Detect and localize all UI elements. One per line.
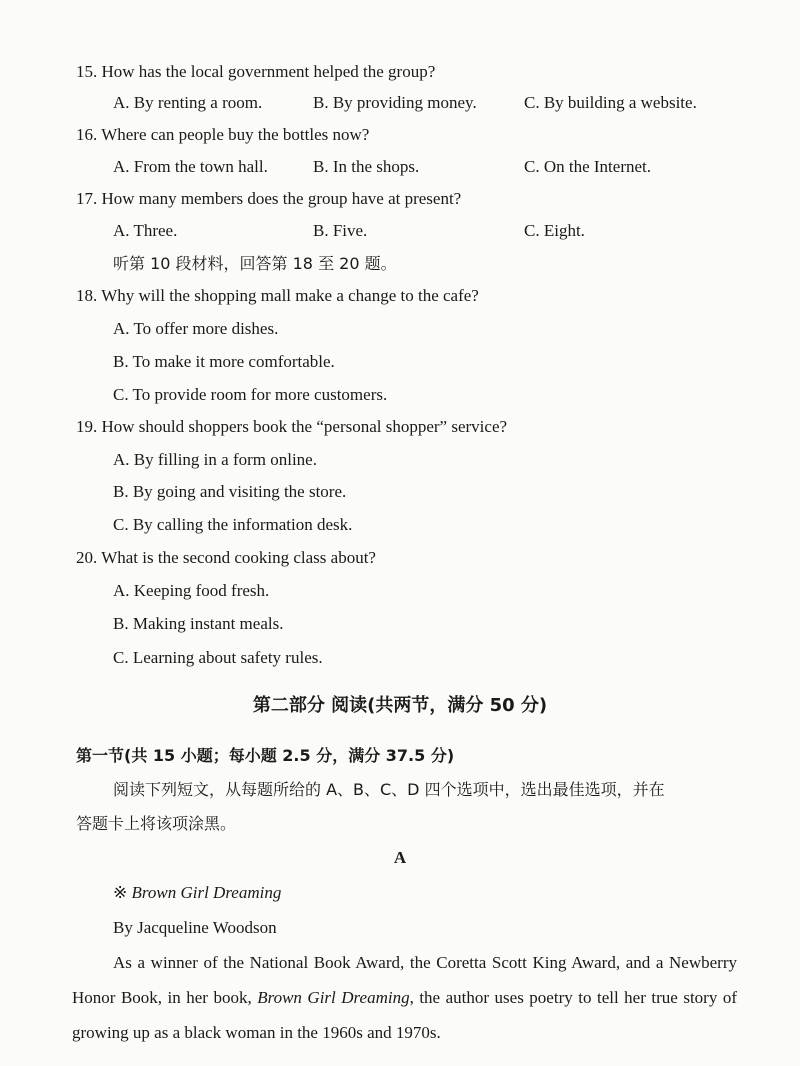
option-19b[interactable]: B. By going and visiting the store. bbox=[113, 482, 347, 501]
section1-instruction-line2: 答题卡上将该项涂黑。 bbox=[76, 814, 237, 833]
paragraph-book-title: Brown Girl Dreaming bbox=[257, 988, 410, 1007]
question-20 bbox=[76, 548, 376, 568]
paragraph-text-1: As a winner of the National Book Award, the Coretta Scott King Award, and a Newberry Honor Book, in her book, bbox=[72, 953, 737, 1007]
option-16b[interactable]: B. In the shops. bbox=[313, 157, 420, 176]
book-title-line bbox=[113, 883, 281, 903]
paragraph-text-2: , the author uses poetry to tell her true story of growing up as a black woman in the 1960s and 1970s. bbox=[72, 988, 737, 1042]
book-title: Brown Girl Dreaming bbox=[131, 883, 282, 902]
option-19c[interactable]: C. By calling the information desk. bbox=[113, 515, 353, 534]
passage-paragraph bbox=[72, 945, 737, 1050]
option-18a[interactable]: A. To offer more dishes. bbox=[113, 319, 279, 338]
option-17c[interactable]: C. Eight. bbox=[524, 221, 585, 240]
book-marker-icon: ※ bbox=[113, 883, 128, 902]
question-18 bbox=[76, 286, 479, 306]
option-17b[interactable]: B. Five. bbox=[313, 221, 368, 240]
option-20c[interactable]: C. Learning about safety rules. bbox=[113, 648, 323, 667]
question-number: 18. bbox=[76, 286, 98, 305]
question-number: 20. bbox=[76, 548, 98, 567]
question-text: How has the local government helped the group? bbox=[101, 62, 436, 81]
section1-title: 第一节(共 15 小题；每小题 2.5 分，满分 37.5 分) bbox=[76, 746, 455, 765]
option-20b[interactable]: B. Making instant meals. bbox=[113, 614, 284, 633]
question-15 bbox=[76, 62, 435, 82]
question-19 bbox=[76, 417, 507, 437]
option-17a[interactable]: A. Three. bbox=[113, 221, 178, 240]
question-text: Where can people buy the bottles now? bbox=[101, 125, 370, 144]
option-18c[interactable]: C. To provide room for more customers. bbox=[113, 385, 388, 404]
option-16a[interactable]: A. From the town hall. bbox=[113, 157, 268, 176]
option-15b[interactable]: B. By providing money. bbox=[313, 93, 477, 112]
section1-instruction-line1: 阅读下列短文，从每题所给的 A、B、C、D 四个选项中，选出最佳选项，并在 bbox=[113, 780, 665, 799]
part2-title: 第二部分 阅读(共两节，满分 50 分) bbox=[252, 695, 548, 716]
option-16c[interactable]: C. On the Internet. bbox=[524, 157, 651, 176]
question-number: 19. bbox=[76, 417, 98, 436]
question-number: 17. bbox=[76, 189, 98, 208]
option-19a[interactable]: A. By filling in a form online. bbox=[113, 450, 317, 469]
question-number: 15. bbox=[76, 62, 98, 81]
question-text: How should shoppers book the “personal shopper” service? bbox=[101, 417, 508, 436]
question-text: How many members does the group have at present? bbox=[101, 189, 462, 208]
passage-letter: A bbox=[393, 848, 407, 867]
question-text: What is the second cooking class about? bbox=[101, 548, 376, 567]
question-text: Why will the shopping mall make a change to the cafe? bbox=[101, 286, 479, 305]
question-number: 16. bbox=[76, 125, 98, 144]
listening-instruction: 听第 10 段材料，回答第 18 至 20 题。 bbox=[113, 254, 397, 273]
option-18b[interactable]: B. To make it more comfortable. bbox=[113, 352, 335, 371]
option-15c[interactable]: C. By building a website. bbox=[524, 93, 697, 112]
option-20a[interactable]: A. Keeping food fresh. bbox=[113, 581, 270, 600]
option-15a[interactable]: A. By renting a room. bbox=[113, 93, 263, 112]
question-17 bbox=[76, 189, 461, 209]
book-author: By Jacqueline Woodson bbox=[113, 918, 277, 937]
question-16 bbox=[76, 125, 369, 145]
